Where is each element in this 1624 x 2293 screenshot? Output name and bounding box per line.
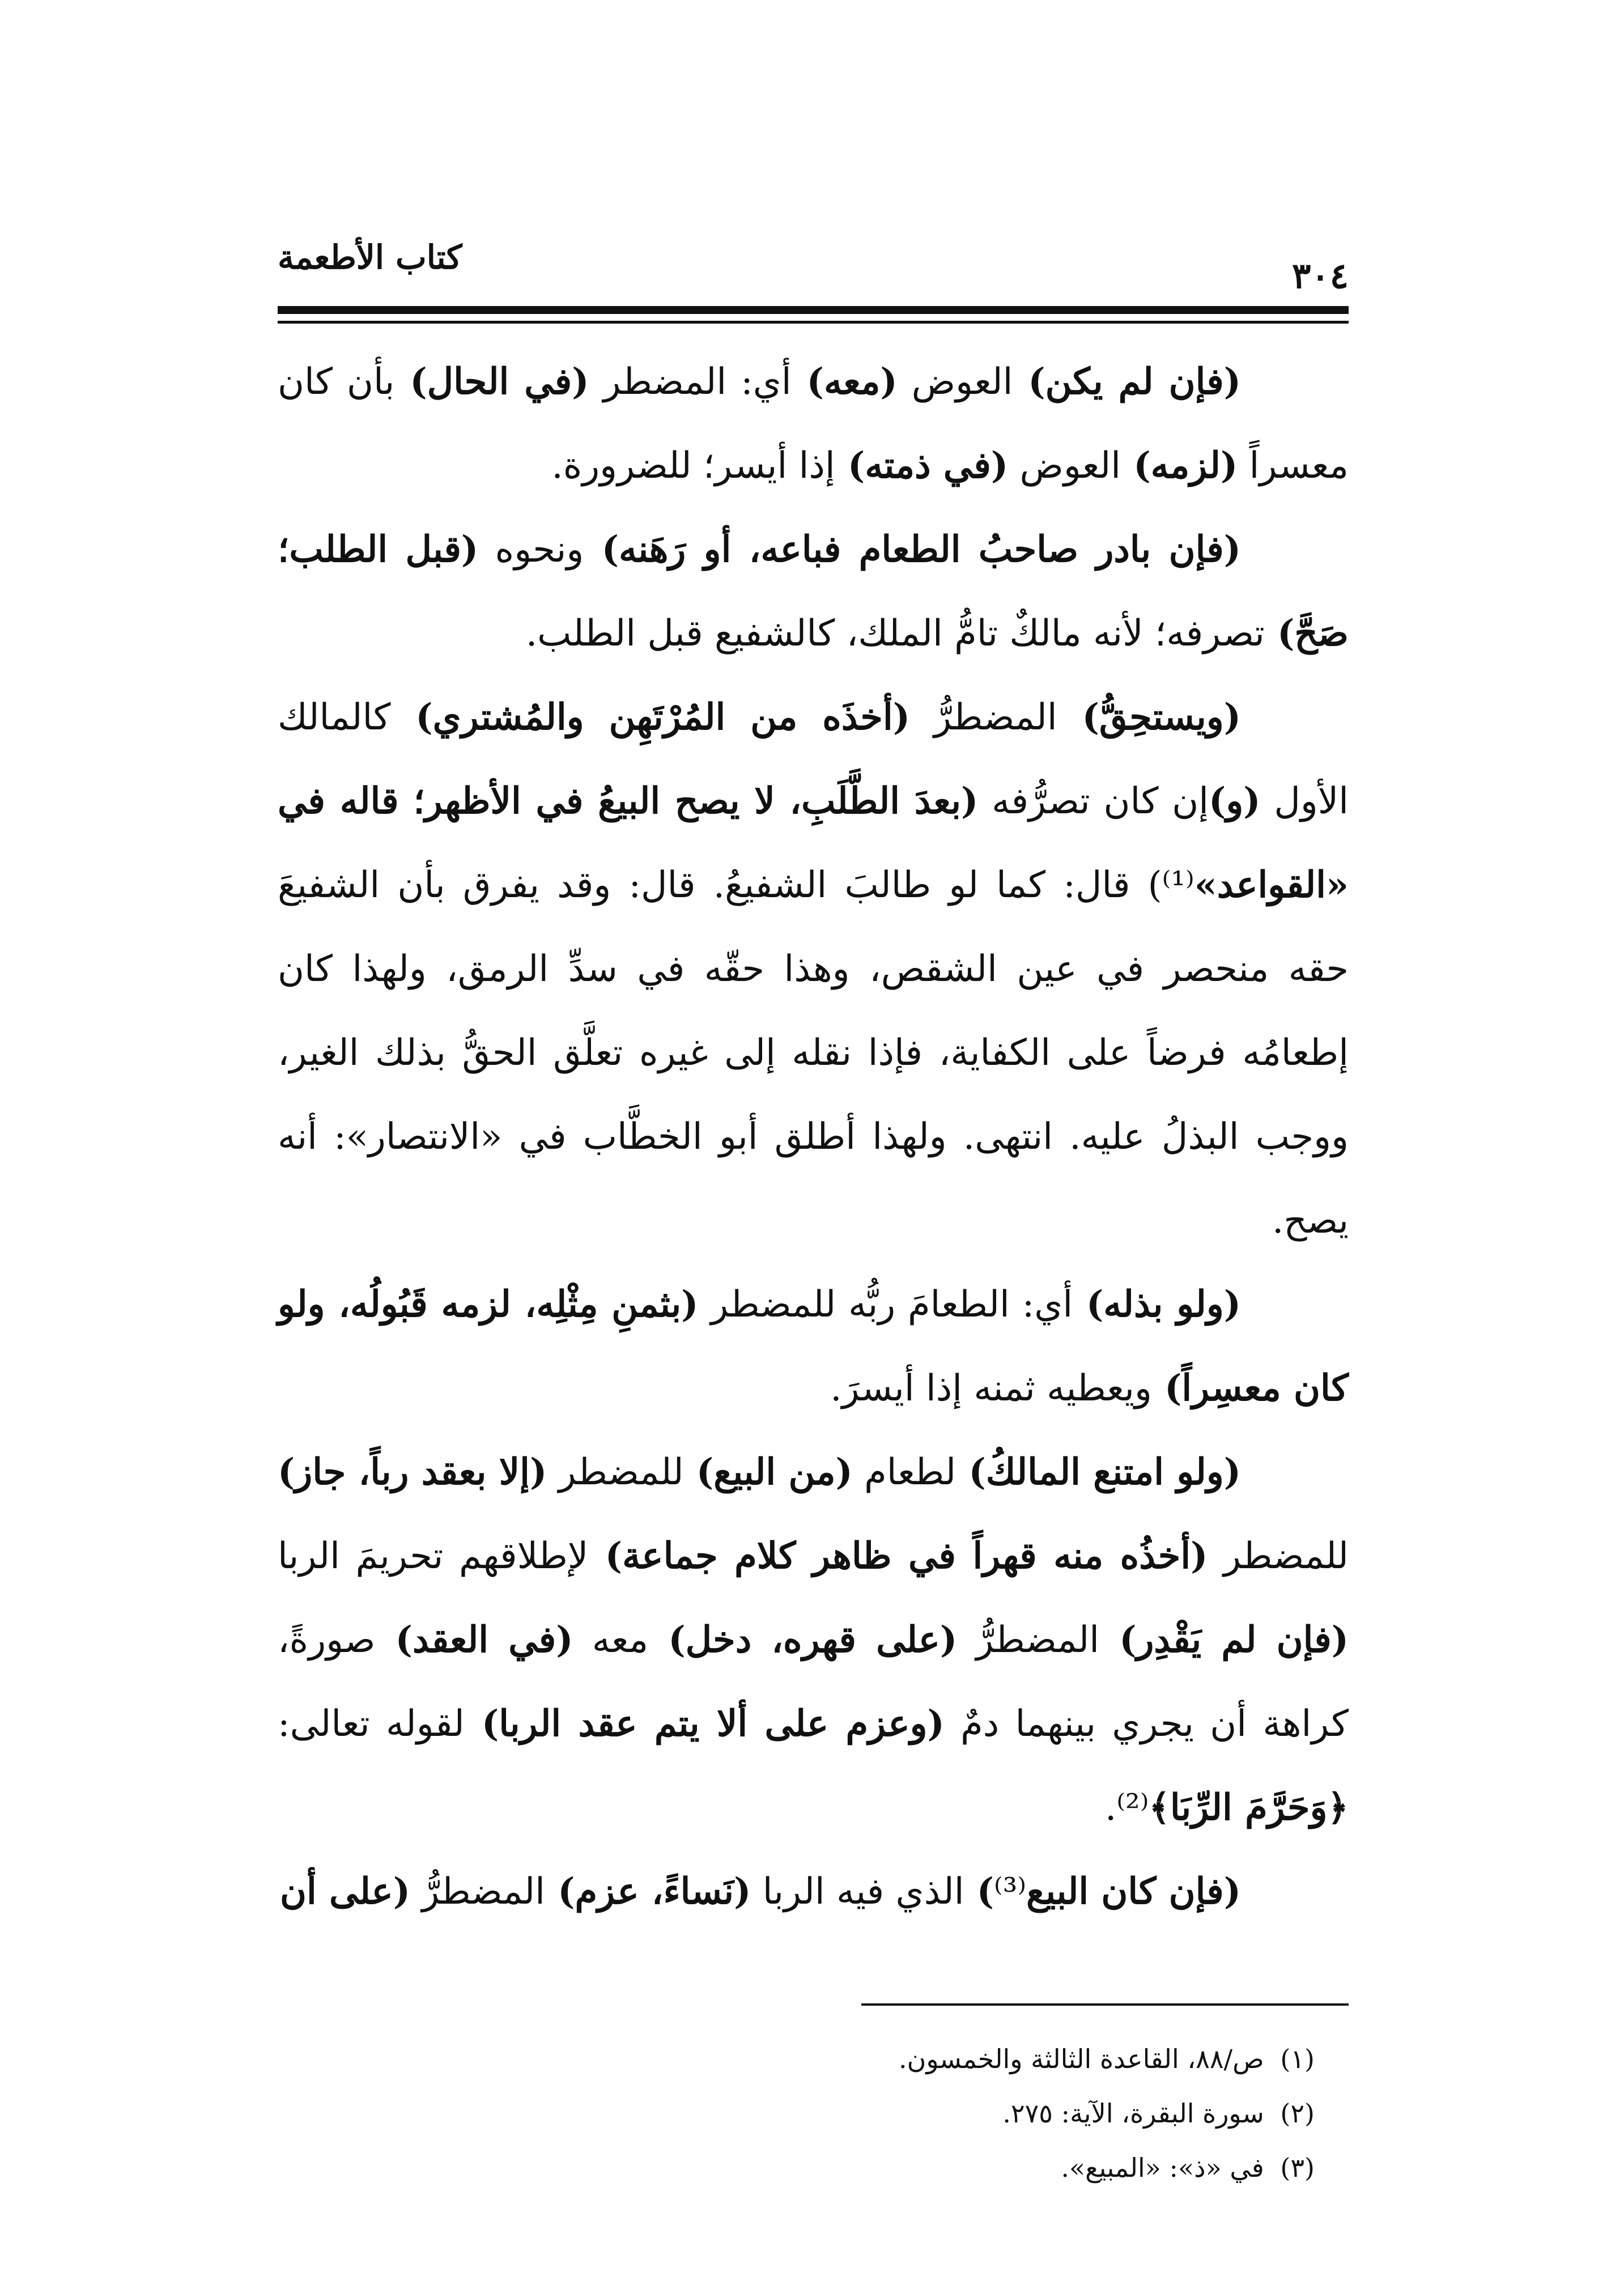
- bold-matn-text: (و): [1209, 780, 1261, 822]
- commentary-text: العوض: [897, 361, 1013, 403]
- bold-matn-text: (بعدَ الطَّلَبِ، لا يصح البيعُ في الأظهر؛ قاله في «القواعد»: [278, 780, 1349, 906]
- bold-matn-text: (ويستحِقُّ): [1057, 696, 1241, 738]
- bold-matn-text: ): [964, 1870, 994, 1913]
- commentary-text: بأن كان معسراً: [278, 361, 1349, 487]
- footnote-number: (١): [1280, 2044, 1315, 2074]
- paragraph: [278, 1850, 1349, 1934]
- running-header: [278, 238, 1349, 306]
- paragraph: [278, 1263, 1349, 1430]
- book-title: كتاب الأطعمة: [278, 238, 462, 277]
- bold-matn-text: (فإن كان البيع: [1026, 1870, 1241, 1913]
- commentary-text: للمضطر: [1208, 1535, 1349, 1577]
- bold-matn-text: (فإن بادر صاحبُ الطعام فباعه، أو رَهَنه): [584, 528, 1242, 571]
- footnote: [278, 2032, 1349, 2086]
- footnote-text: ص/٨٨، القاعدة الثالثة والخمسون.: [898, 2044, 1264, 2074]
- commentary-text: للمضطر: [547, 1451, 684, 1493]
- bold-matn-text: (في الحال): [394, 360, 589, 403]
- bold-matn-text: (على قهره، دخل): [648, 1619, 958, 1661]
- footnote-text: سورة البقرة، الآية: ٢٧٥.: [1002, 2098, 1264, 2129]
- bold-matn-text: (على أن: [279, 1870, 410, 1913]
- commentary-text: المضطرُّ: [910, 697, 1057, 738]
- bold-matn-text: (فإن لم يكن): [1013, 360, 1242, 403]
- footnote-separator: [861, 2003, 1349, 2006]
- commentary-text: ⁽²⁾: [1116, 1787, 1149, 1829]
- commentary-text: إذا أيسر؛ للضرورة.: [551, 445, 835, 487]
- bold-matn-text: (بثمنِ مِثْلِه، لزمه قَبُولُه، ولو كان معسِراً): [278, 1283, 1349, 1409]
- commentary-text: العوض: [1008, 445, 1121, 487]
- bold-matn-text: (نَساءً، عزم): [545, 1870, 751, 1913]
- commentary-text: ويعطيه ثمنه إذا أيسرَ.: [830, 1368, 1152, 1409]
- commentary-text: المضطرُّ: [410, 1871, 545, 1913]
- commentary-text: لقوله تعالى:: [278, 1703, 465, 1745]
- bold-matn-text: (ولو بذله): [1073, 1283, 1242, 1326]
- commentary-text: أي: المضطر: [589, 361, 792, 403]
- bold-matn-text: (في العقد): [375, 1619, 573, 1661]
- footnotes: [278, 2032, 1349, 2195]
- main-text: [278, 340, 1349, 1934]
- bold-matn-text: ﴿وَحَرَّمَ الرِّبَا﴾: [1149, 1786, 1349, 1829]
- commentary-text: المضطرُّ: [957, 1619, 1100, 1661]
- footnote: [278, 2141, 1349, 2195]
- footnote: [278, 2086, 1349, 2141]
- bold-matn-text: (لزمه): [1121, 444, 1238, 487]
- commentary-text: أي: الطعامَ ربُّه للمضطر: [698, 1284, 1073, 1326]
- bold-matn-text: (من البيع): [683, 1451, 853, 1493]
- commentary-text: الذي فيه الربا: [751, 1871, 964, 1913]
- commentary-text: ونحوه: [478, 529, 584, 571]
- paragraph: [278, 676, 1349, 1263]
- header-rule-thick: [278, 306, 1349, 314]
- paragraph: [278, 508, 1349, 676]
- bold-matn-text: (أخذَه من المُرْتَهِن والمُشتري): [390, 696, 910, 738]
- bold-matn-text: (معه): [791, 360, 898, 403]
- commentary-text: لإطلاقهم تحريمَ الربا: [278, 1535, 589, 1577]
- bold-matn-text: (وعزم على ألا يتم عقد الربا): [464, 1702, 945, 1745]
- paragraph: [278, 1430, 1349, 1850]
- footnote-number: (٣): [1280, 2152, 1315, 2183]
- commentary-text: ) قال: كما لو طالبَ الشفيعُ. قال: وقد يفرق بأن الشفيعَ حقه منحصر في عين الشقص، وهذا حقّه في سدِّ الرمق، ولهذا كان إطعامُه فرضاً على الكفاية، فإذا نقله إلى غيره تعلَّق الحقُّ بذلك الغير، ووجب البذلُ عليه. انتهى. ولهذا أطلق أبو الخطَّاب في «الانتصار»: أنه يصح.: [278, 864, 1349, 1242]
- bold-matn-text: (في ذمته): [835, 444, 1009, 487]
- bold-matn-text: (أخذُه منه قهراً في ظاهر كلام جماعة): [588, 1535, 1208, 1577]
- paragraph: [278, 340, 1349, 508]
- page-number: ٣٠٤: [1292, 255, 1349, 296]
- footnote-text: في «ذ»: «المبيع».: [1061, 2152, 1264, 2183]
- commentary-text: .: [1104, 1787, 1117, 1829]
- commentary-text: كالمالك الأول: [278, 697, 1349, 822]
- commentary-text: معه: [573, 1619, 649, 1661]
- header-rule-thin: [278, 321, 1349, 324]
- commentary-text: صورةً، كراهة أن يجري بينهما دمٌ: [278, 1619, 1349, 1745]
- footnote-number: (٢): [1280, 2098, 1315, 2129]
- commentary-text: إن كان تصرُّفه: [978, 780, 1209, 822]
- bold-matn-text: (ولو امتنع المالكُ): [956, 1451, 1242, 1493]
- commentary-text: ⁽³⁾: [994, 1871, 1027, 1913]
- bold-matn-text: (إلا بعقد رباً، جاز): [278, 1451, 547, 1493]
- commentary-text: تصرفه؛ لأنه مالكٌ تامُّ الملك، كالشفيع قبل الطلب.: [525, 613, 1265, 655]
- bold-matn-text: (فإن لم يَقْدِر): [1099, 1619, 1349, 1661]
- commentary-text: ⁽¹⁾: [1162, 864, 1194, 906]
- commentary-text: لطعام: [852, 1451, 956, 1493]
- bold-matn-text: (قبل الطلب؛ صَحَّ): [278, 528, 1349, 655]
